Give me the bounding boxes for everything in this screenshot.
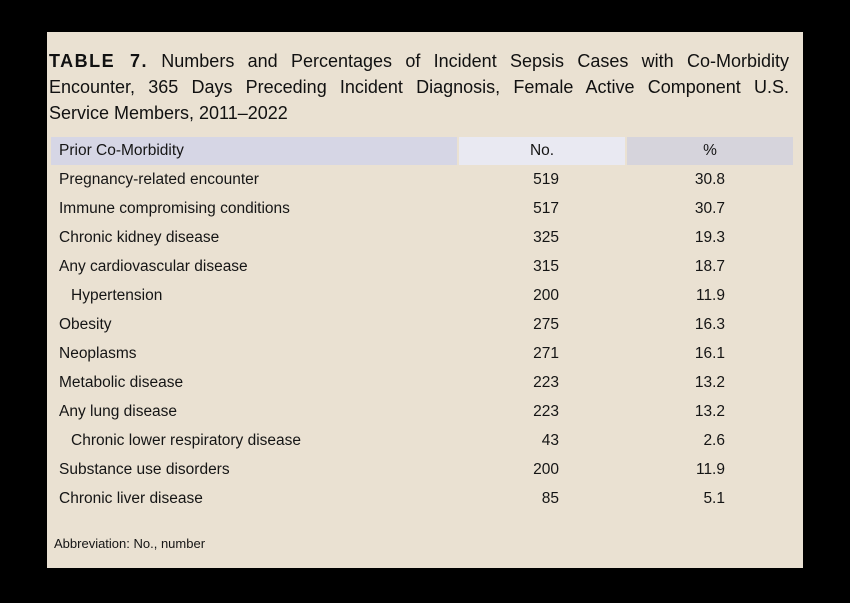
row-label-cell: Neoplasms xyxy=(59,344,137,362)
table-row xyxy=(51,194,793,223)
row-label-cell: Chronic kidney disease xyxy=(59,228,220,246)
row-pct-cell: 11.9 xyxy=(695,460,725,478)
table-row-indented xyxy=(51,426,793,455)
row-no-cell: 275 xyxy=(533,315,559,333)
row-no-cell: 223 xyxy=(533,402,559,420)
table-number-label: TABLE 7. xyxy=(49,51,148,71)
row-no-cell: 325 xyxy=(533,228,559,246)
row-pct-cell: 2.6 xyxy=(703,431,725,449)
row-pct-cell: 11.9 xyxy=(695,286,725,304)
comorbidity-table xyxy=(51,137,793,513)
row-no-cell: 200 xyxy=(533,460,559,478)
row-pct-cell: 30.7 xyxy=(694,199,725,217)
row-label-cell: Obesity xyxy=(59,315,112,333)
row-pct-cell: 5.1 xyxy=(703,489,725,507)
table-row xyxy=(51,484,793,513)
table-title-line-1 xyxy=(49,48,789,74)
table-title-line-2: Encounter, 365 Days Preceding Incident Diagnosis, Female Active Component U.S. xyxy=(49,77,789,97)
column-header-pct: % xyxy=(625,137,793,165)
table-row xyxy=(51,252,793,281)
row-pct-cell: 16.3 xyxy=(694,315,725,333)
table-title xyxy=(49,48,789,126)
table-row xyxy=(51,310,793,339)
row-pct-cell: 13.2 xyxy=(694,402,725,420)
table-title-line-1-text: Numbers and Percentages of Incident Sepsis Cases with Co-Morbidity xyxy=(161,51,789,71)
row-no-cell: 200 xyxy=(533,286,559,304)
abbreviation-footnote: Abbreviation: No., number xyxy=(54,536,206,551)
row-no-cell: 85 xyxy=(541,489,559,507)
row-label-cell: Hypertension xyxy=(71,286,163,304)
table-title-line-3: Service Members, 2011–2022 xyxy=(49,103,288,123)
row-no-cell: 223 xyxy=(533,373,559,391)
row-label-cell: Chronic liver disease xyxy=(59,489,203,507)
table-row xyxy=(51,455,793,484)
table-panel xyxy=(47,32,803,568)
column-header-comorbidity: Prior Co-Morbidity xyxy=(51,137,457,165)
row-pct-cell: 30.8 xyxy=(694,170,725,188)
table-row xyxy=(51,223,793,252)
row-pct-cell: 13.2 xyxy=(694,373,725,391)
row-no-cell: 517 xyxy=(533,199,559,217)
row-label-cell: Metabolic disease xyxy=(59,373,184,391)
row-label-cell: Any lung disease xyxy=(59,402,178,420)
row-no-cell: 519 xyxy=(533,170,559,188)
table-body xyxy=(51,165,793,513)
table-header xyxy=(51,137,793,165)
table-row xyxy=(51,368,793,397)
row-label-cell: Chronic lower respiratory disease xyxy=(71,431,302,449)
table-header-row xyxy=(51,137,793,165)
row-pct-cell: 16.1 xyxy=(694,344,725,362)
row-no-cell: 271 xyxy=(533,344,559,362)
row-label-cell: Immune compromising conditions xyxy=(59,199,290,217)
row-label-cell: Substance use disorders xyxy=(59,460,230,478)
row-label-cell: Any cardiovascular disease xyxy=(59,257,248,275)
table-row xyxy=(51,397,793,426)
row-label-cell: Pregnancy-related encounter xyxy=(59,170,259,188)
table-row xyxy=(51,165,793,194)
row-no-cell: 315 xyxy=(533,257,559,275)
table-row xyxy=(51,339,793,368)
row-pct-cell: 18.7 xyxy=(694,257,725,275)
column-header-no: No. xyxy=(457,137,625,165)
row-pct-cell: 19.3 xyxy=(694,228,725,246)
row-no-cell: 43 xyxy=(541,431,559,449)
table-row-indented xyxy=(51,281,793,310)
